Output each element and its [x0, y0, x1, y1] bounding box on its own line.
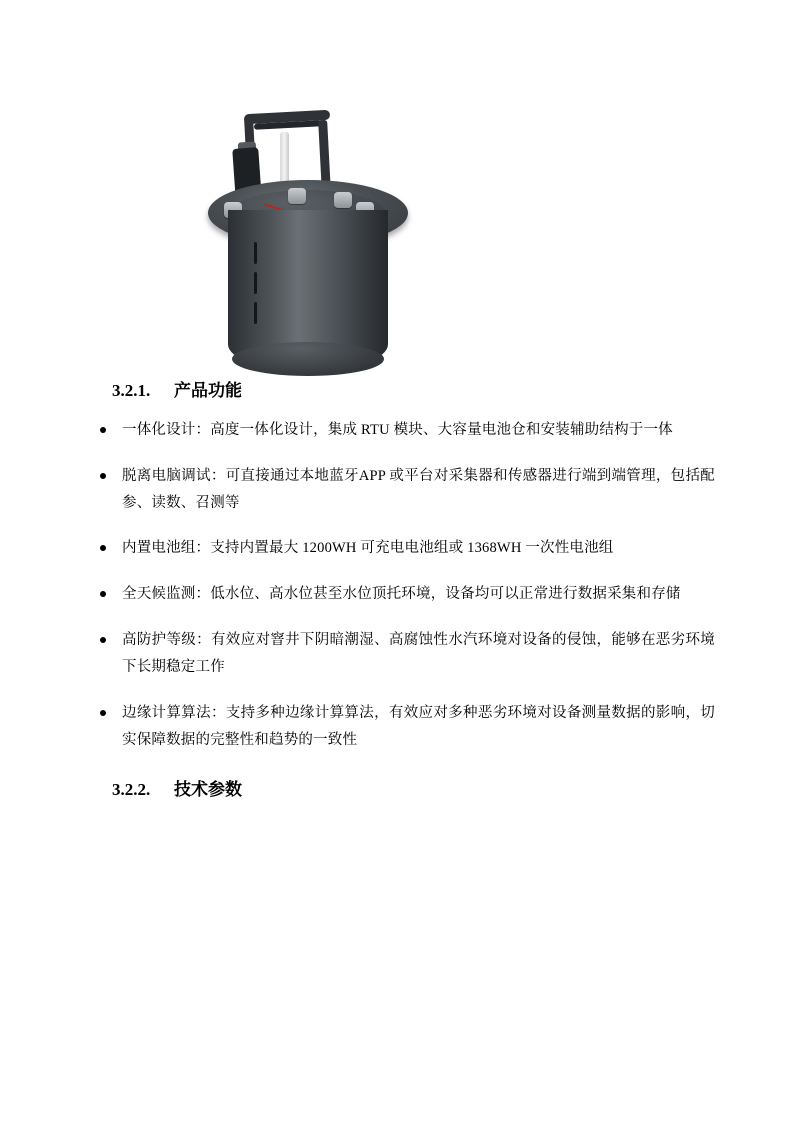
product-figure: [78, 76, 715, 376]
body-slot: [254, 272, 257, 294]
section-heading-technical-parameters: [78, 775, 715, 800]
device-illustration: [208, 106, 438, 376]
list-item: 内置电池组：支持内置最大 1200WH 可充电电池组或 1368WH 一次性电池组: [78, 535, 715, 562]
body-slot: [254, 302, 257, 324]
body-slot: [254, 242, 257, 264]
list-item: 全天候监测：低水位、高水位甚至水位顶托环境，设备均可以正常进行数据采集和存储: [78, 581, 715, 608]
section-number: 3.2.1.: [112, 381, 151, 400]
section-title: 产品功能: [174, 381, 242, 400]
list-item: 边缘计算算法：支持多种边缘计算算法，有效应对多种恶劣环境对设备测量数据的影响，切实保障数据的完整性和趋势的一致性: [78, 700, 715, 754]
section-heading-product-function: [78, 376, 715, 401]
device-bottom: [232, 342, 384, 376]
list-item: 脱离电脑调试：可直接通过本地蓝牙APP 或平台对采集器和传感器进行端到端管理，包括配参、读数、召测等: [78, 463, 715, 517]
section-number: 3.2.2.: [112, 780, 151, 800]
flange-bolt: [334, 192, 352, 208]
flange-bolt: [288, 188, 306, 204]
list-item: 一体化设计：高度一体化设计，集成 RTU 模块、大容量电池仓和安装辅助结构于一体: [78, 417, 715, 444]
section-title: 技术参数: [174, 780, 242, 800]
feature-list: [78, 417, 715, 753]
list-item: 高防护等级：有效应对窨井下阴暗潮湿、高腐蚀性水汽环境对设备的侵蚀，能够在恶劣环境下长期稳定工作: [78, 627, 715, 681]
